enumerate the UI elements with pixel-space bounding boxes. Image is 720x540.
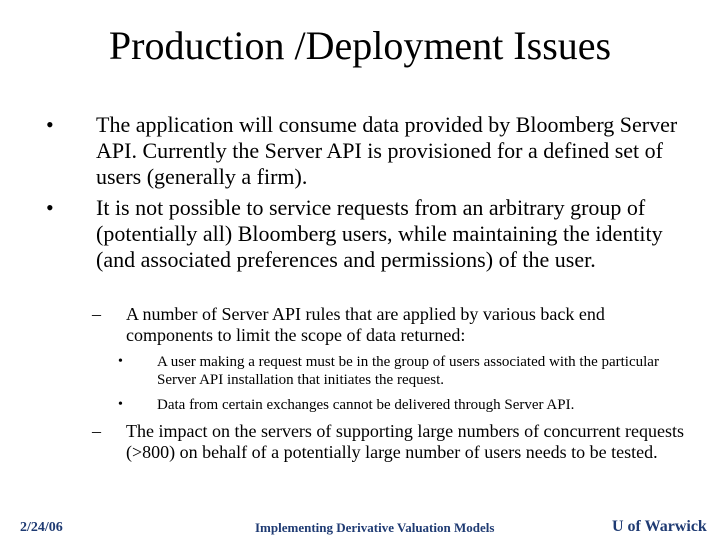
sub-sub-bullet-text: Data from certain exchanges cannot be delivered through Server API. [157,397,575,413]
bullet-marker: • [118,397,123,412]
dash-marker: – [92,304,101,324]
bullet-text: The application will consume data provided by Bloomberg Server API. Currently the Server API is provisioned for a defined set of users (generally a firm). [96,112,678,189]
dash-marker: – [92,421,101,441]
bullet-marker: • [46,195,54,220]
footer-institution: U of Warwick [612,518,707,535]
bullet-marker: • [46,112,54,137]
footer-date: 2/24/06 [20,520,63,535]
sub-sub-bullet-text: A user making a request must be in the group of users associated with the particular Server API installation that initiates the request. [157,354,659,388]
sub-bullet-text: A number of Server API rules that are applied by various back end components to limit the scope of data returned: [126,304,605,345]
bullet-marker: • [118,354,123,369]
slide-title: Production /Deployment Issues [108,23,612,68]
footer-title: Implementing Derivative Valuation Models [255,520,495,535]
sub-bullet-text: The impact on the servers of supporting large numbers of concurrent requests (>800) on behalf of a potentially large number of users needs to be tested. [126,421,684,462]
bullet-text: It is not possible to service requests from an arbitrary group of (potentially all) Bloomberg users, while maintaining the identity (and associated preferences and permissions) of the user. [96,195,663,272]
